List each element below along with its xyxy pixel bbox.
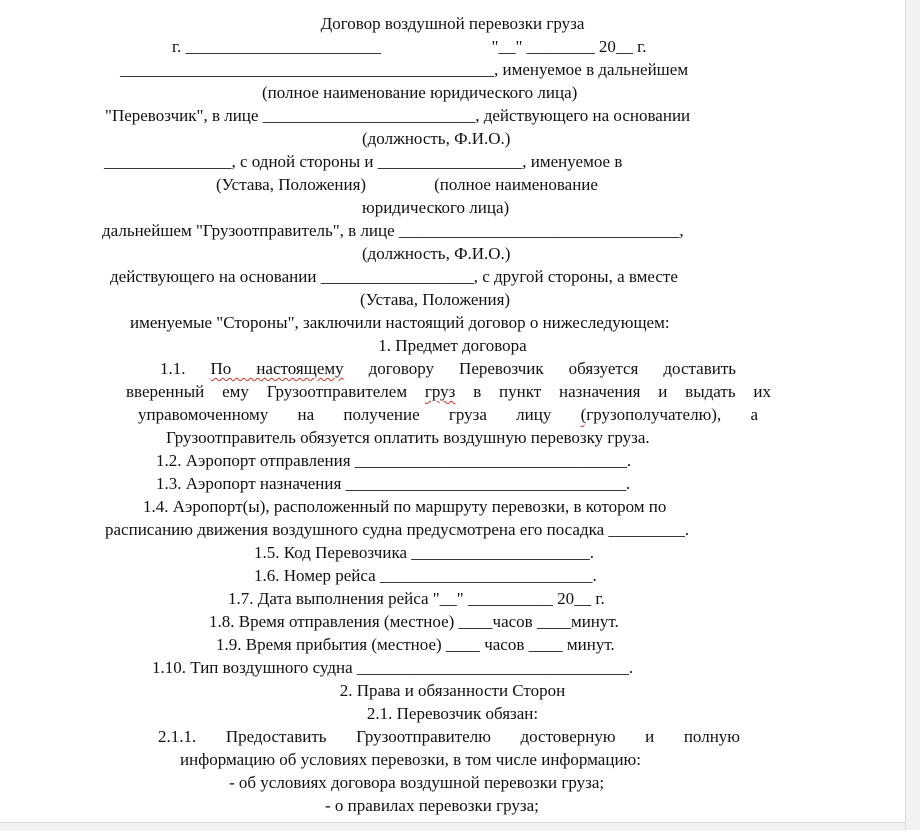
intro-line: _______________, с одной стороны и _________________, именуемое в [104, 152, 623, 171]
intro-line: действующего на основании __________________, с другой стороны, а вместе [110, 267, 678, 286]
clause-1-8: 1.8. Время отправления (местное) ____часов ____минут. [209, 612, 619, 631]
intro-line: ____________________________________________, именуемое в дальнейшем [120, 60, 689, 79]
clause-2-1-1-line: - о правилах перевозки груза; [325, 796, 539, 815]
document-title: Договор воздушной перевозки груза [320, 14, 585, 33]
clause-1-1-line: вверенный ему Грузоотправителем груз в пункт назначения и выдать их [126, 382, 771, 401]
city-date-line: г. _______________________ "__" ________ 20__ г. [172, 37, 647, 56]
clause-1-1-line: управомоченному на получение груза лицу (грузополучателю), а [138, 405, 758, 424]
spellcheck-underline: ( [580, 405, 587, 424]
clause-2-1: 2.1. Перевозчик обязан: [366, 704, 539, 723]
clause-1-4-line: 1.4. Аэропорт(ы), расположенный по маршруту перевозки, в котором по [143, 497, 667, 516]
clause-1-6: 1.6. Номер рейса _________________________. [254, 566, 597, 585]
clause-1-5: 1.5. Код Перевозчика _____________________. [254, 543, 594, 562]
section-1-heading: 1. Предмет договора [378, 336, 527, 355]
spellcheck-underline: По настоящему [210, 359, 344, 378]
intro-line: дальнейшем "Грузоотправитель", в лице _________________________________, [102, 221, 684, 240]
intro-line: именуемые "Стороны", заключили настоящий договор о нижеследующем: [130, 313, 670, 332]
intro-line: "Перевозчик", в лице _________________________, действующего на основании [105, 106, 691, 125]
clause-2-1-1-line: - об условиях договора воздушной перевозки груза; [229, 773, 605, 792]
vertical-scrollbar[interactable] [905, 0, 920, 830]
caption-line: (полное наименование юридического лица) [262, 83, 578, 102]
caption-line: (должность, Ф.И.О.) [362, 244, 511, 263]
caption-line: юридического лица) [362, 198, 510, 217]
clause-1-3: 1.3. Аэропорт назначения _________________________________. [156, 474, 631, 493]
clause-1-4-line: расписанию движения воздушного судна предусмотрена его посадка _________. [105, 520, 690, 539]
clause-1-2: 1.2. Аэропорт отправления ________________________________. [156, 451, 632, 470]
section-2-heading: 2. Права и обязанности Сторон [339, 681, 566, 700]
clause-1-9: 1.9. Время прибытия (местное) ____ часов ____ минут. [216, 635, 615, 654]
spellcheck-underline: груз [424, 382, 456, 401]
clause-2-1-1-line: информацию об условиях перевозки, в том числе информацию: [180, 750, 641, 769]
caption-line: (Устава, Положения) [360, 290, 511, 309]
caption-line: (должность, Ф.И.О.) [362, 129, 511, 148]
clause-1-10: 1.10. Тип воздушного судна ________________________________. [152, 658, 634, 677]
clause-2-1-1-line: 2.1.1. Предоставить Грузоотправителю достоверную и полную [158, 727, 740, 746]
clause-1-1-line: Грузоотправитель обязуется оплатить воздушную перевозку груза. [166, 428, 650, 447]
caption-line: (Устава, Положения) (полное наименование [216, 175, 598, 194]
document-page [0, 12, 905, 817]
clause-1-1-line: 1.1. По настоящему договору Перевозчик обязуется доставить [160, 359, 737, 378]
clause-1-7: 1.7. Дата выполнения рейса "__" __________ 20__ г. [228, 589, 605, 608]
